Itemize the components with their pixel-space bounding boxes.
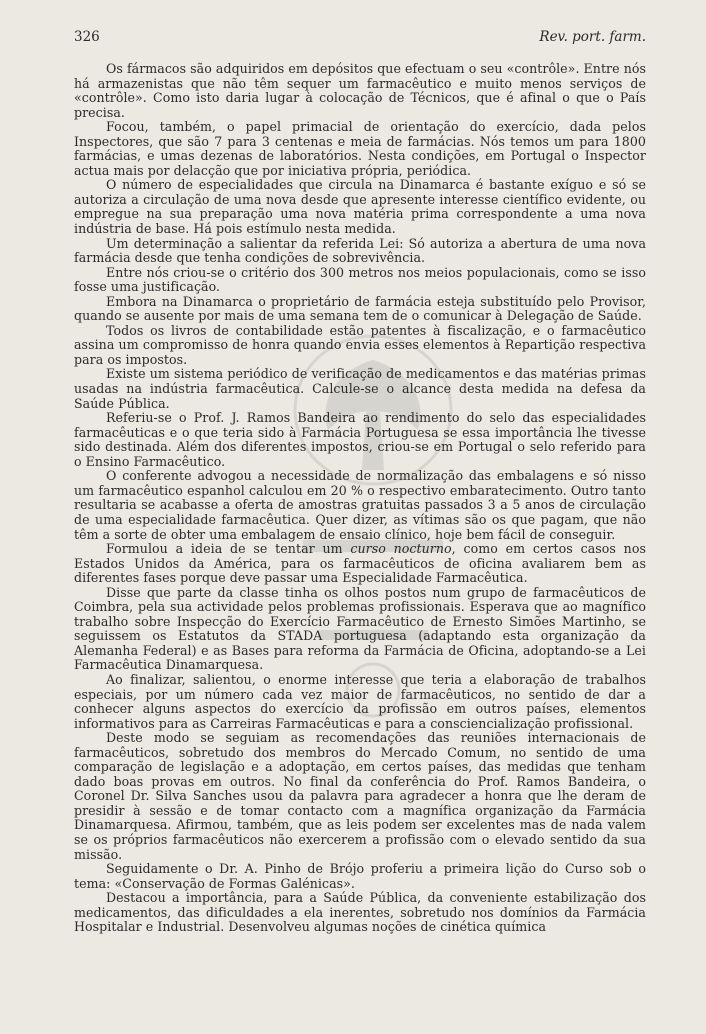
journal-title: Rev. port. farm. <box>539 29 646 45</box>
article-body <box>74 62 646 935</box>
paragraph-text: , como em certos casos nos Estados Unidos da América, para os farmacêuticos de oficina avaliarem bem as diferentes fases porque deve passar uma Especialidade Farmacêutica. <box>74 541 646 586</box>
paragraph: Um determinação a salientar da referida Lei: Só autoriza a abertura de uma nova farmácia desde que tenha condições de sobrevivência. <box>74 235 646 266</box>
paragraph: Embora na Dinamarca o proprietário de farmácia esteja substituído pelo Provisor, quando se ausente por mais de uma semana tem de o comunicar à Delegação de Saúde. <box>74 293 646 324</box>
running-header <box>74 29 646 49</box>
paragraph: Referiu-se o Prof. J. Ramos Bandeira ao rendimento do selo das especialidades farmacêuticas e o que teria sido à Farmácia Portuguesa se essa importância lhe tivesse sido destinada. Além dos diferentes impostos, criou-se em Portugal o selo referido para o Ensino Farmacêutico. <box>74 410 646 469</box>
paragraph: Entre nós criou-se o critério dos 300 metros nos meios populacionais, como se isso fosse uma justificação. <box>74 264 646 295</box>
page-number: 326 <box>74 29 100 45</box>
paragraph: Destacou a importância, para a Saúde Pública, da conveniente estabilização dos medicamentos, das dificuldades a ela inerentes, sobretudo nos domínios da Farmácia Hospitalar e Industrial. Desenvolveu algumas noções de cinética química <box>74 890 646 935</box>
paragraph: O número de especialidades que circula na Dinamarca é bastante exíguo e só se autoriza a circulação de uma nova desde que apresente interesse científico evidente, ou empregue na sua preparação uma nova matéria prima correspondente a uma nova indústria de base. Há pois estímulo nesta medida. <box>74 177 646 237</box>
paragraph: Os fármacos são adquiridos em depósitos que efectuam o seu «contrôle». Entre nós há armazenistas que não têm sequer um farmacêutico e muito menos serviços de «contrôle». Como isto daria lugar à colocação de Técnicos, que é afinal o que o País precisa. <box>74 61 646 120</box>
paragraph-with-italic <box>74 542 646 586</box>
paragraph: Disse que parte da classe tinha os olhos postos num grupo de farmacêuticos de Coimbra, pela sua actividade pelos problemas profissionais. Esperava que ao magnífico trabalho sobre Inspecção do Exercício Farmacêutico de Ernesto Simões Martinho, se seguissem os Estatutos da STADA portuguesa (adaptando esta organização da Alemanha Federal) e as Bases para reforma da Farmácia de Oficina, adoptando-se a Lei Farmacêutica Dinamarquesa. <box>74 584 646 673</box>
italic-phrase: curso nocturno <box>350 541 452 557</box>
paragraph-text: Formulou a ideia de se tentar um <box>106 541 351 557</box>
paragraph: Focou, também, o papel primacial de orientação do exercício, dada pelos Inspectores, que são 7 para 3 centenas e meia de farmácias. Nós temos um para 1800 farmácias, e umas dezenas de laboratórios. Nesta condições, em Portugal o Inspector actua mais por delacção que por iniciativa própria, periódica. <box>74 119 646 178</box>
paragraph: Ao finalizar, salientou, o enorme interesse que teria a elaboração de trabalhos especiais, por um número cada vez maior de farmacêuticos, no sentido de dar a conhecer alguns aspectos do exercício da profissão em outros países, elementos informativos para as Carreiras Farmacêuticas e para a consciencialização profissional. <box>74 671 646 731</box>
paragraph: Seguidamente o Dr. A. Pinho de Brójo proferiu a primeira lição do Curso sob o tema: «Conservação de Formas Galénicas». <box>74 861 646 891</box>
paragraph: Existe um sistema periódico de verificação de medicamentos e das matérias primas usadas na indústria farmacêutica. Calcule-se o alcance desta medida na defesa da Saúde Pública. <box>74 366 646 411</box>
paragraph: Todos os livros de contabilidade estão patentes à fiscalização, e o farmacêutico assina um compromisso de honra quando envia esses elementos à Repartição respectiva para os impostos. <box>74 322 646 367</box>
paragraph: O conferente advogou a necessidade de normalização das embalagens e só nisso um farmacêutico espanhol calculou em 20 % o respectivo embaratecimento. Outro tanto resultaria se acabasse a oferta de amostras gratuitas passados 3 a 5 anos de circulação de uma especialidade farmacêutica. Quer dizer, as vítimas são os que pagam, que não têm a sorte de obter uma embalagem de ensaio clínico, hoje bem fácil de conseguir. <box>74 468 646 542</box>
paragraph: Deste modo se seguiam as recomendações das reuniões internacionais de farmacêuticos, sobretudo dos membros do Mercado Comum, no sentido de uma comparação de legislação e a adoptação, em certos países, das medidas que tenham dado boas provas em outros. No final da conferência do Prof. Ramos Bandeira, o Coronel Dr. Silva Sanches usou da palavra para agradecer a honra que lhe deram de presidir à sessão e de tomar contacto com a magnífica organização da Farmácia Dinamarquesa. Afirmou, também, que as leis podem ser excelentes mas de nada valem se os próprios farmacêuticos não exercerem a profissão com o elevado sentido da sua missão. <box>74 730 646 862</box>
